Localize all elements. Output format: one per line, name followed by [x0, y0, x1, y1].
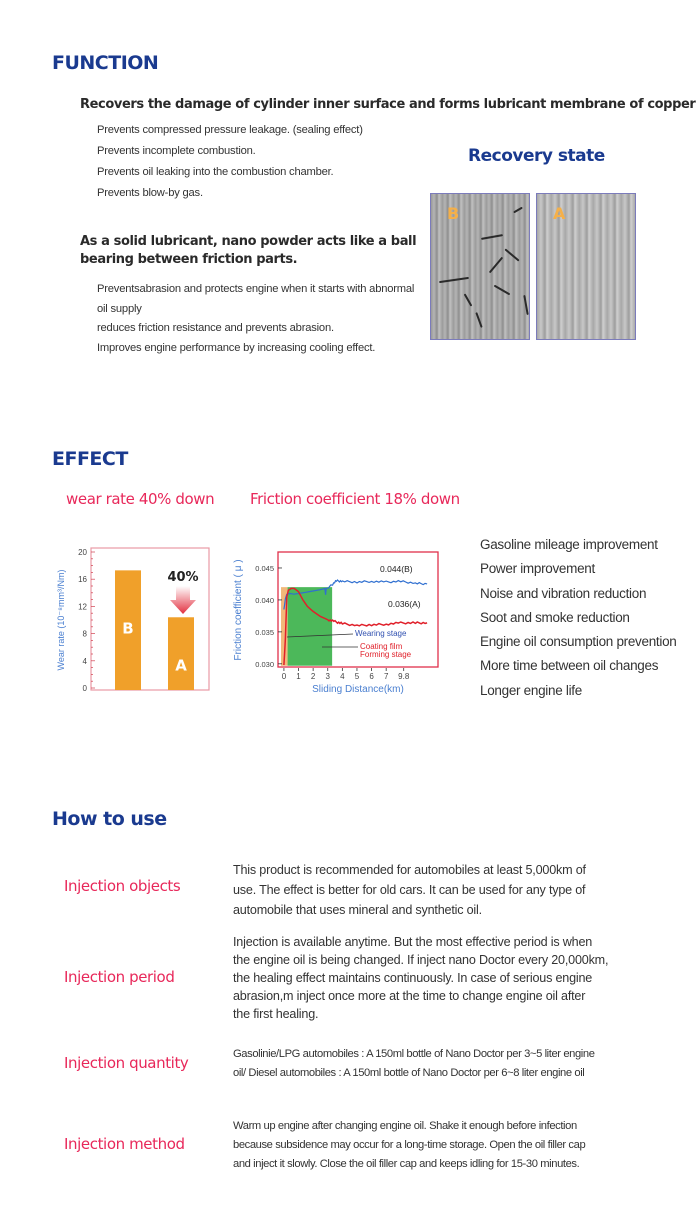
y-tick-label: 0 [82, 684, 87, 693]
y-tick-label: 0.035 [255, 627, 274, 637]
text-line: Injection is available anytime. But the most effective period is when [233, 935, 593, 949]
benefit-item: Engine oil consumption prevention [480, 634, 677, 650]
text-line: the first healing. [233, 1007, 319, 1021]
scratch-mark [489, 257, 503, 274]
recovery-state-title: Recovery state [468, 146, 605, 166]
list-item: Prevents incomplete combustion. [97, 145, 256, 157]
function-subheading-copper: Recovers the damage of cylinder inner surface and forms lubricant membrane of copper [80, 97, 696, 112]
text-line: This product is recommended for automobiles at least 5,000km of [233, 863, 586, 877]
friction-heading: Friction coefficient 18% down [250, 490, 460, 508]
micrograph-label-a: A [553, 204, 566, 223]
list-item: reduces friction resistance and prevents abrasion. [97, 322, 334, 334]
text-line: and inject it slowly. Close the oil filler cap and keeps idling for 15-30 minutes. [233, 1158, 580, 1170]
wear-rate-heading: wear rate 40% down [66, 490, 215, 508]
text-line: use. The effect is better for old cars. It can be used for any type of [233, 883, 586, 897]
injection-method-text [233, 1117, 683, 1174]
forming-stage-label: Forming stage [360, 650, 412, 659]
text-line: the engine oil is being changed. If inject nano Doctor every 20,000km, [233, 953, 609, 967]
x-tick-label: 6 [369, 672, 374, 681]
bar-a [168, 617, 194, 690]
list-item: Preventsabrasion and protects engine when it starts with abnormal oil supply [97, 283, 415, 315]
x-tick-label: 5 [354, 672, 360, 681]
scratch-mark [481, 234, 503, 240]
text-line: automobile that uses mineral and synthetic oil. [233, 903, 482, 917]
text-line: Warm up engine after changing engine oil. Shake it enough before infection [233, 1120, 577, 1132]
region-coating-stage [288, 587, 333, 666]
injection-objects-label: Injection objects [64, 877, 181, 895]
coating-film-label: Coating film [360, 642, 403, 651]
x-tick-label: 4 [340, 672, 345, 681]
list-item: Prevents oil leaking into the combustion chamber. [97, 166, 334, 178]
reduction-annotation: 40% [167, 570, 199, 585]
effect-section-title: EFFECT [52, 448, 128, 470]
scratch-mark [523, 295, 528, 315]
text-line: Gasolinie/LPG automobiles : A 150ml bottle of Nano Doctor per 3~5 liter engine [233, 1048, 595, 1060]
benefit-item: Gasoline mileage improvement [480, 537, 658, 552]
list-item: Prevents compressed pressure leakage. (sealing effect) [97, 124, 363, 136]
x-tick-label: 0 [281, 672, 287, 681]
benefit-item: Power improvement [480, 561, 595, 577]
wearing-stage-label: Wearing stage [355, 629, 407, 638]
scratch-mark [513, 207, 523, 214]
y-tick-label: 20 [78, 548, 87, 557]
friction-coefficient-line-chart [225, 540, 465, 700]
how-to-use-section-title: How to use [52, 808, 167, 830]
scratch-mark [504, 248, 519, 261]
bar-label: A [175, 656, 187, 675]
x-tick-label: 9.8 [398, 672, 410, 681]
injection-quantity-label: Injection quantity [64, 1054, 189, 1072]
micrograph-label-b: B [447, 204, 460, 223]
injection-period-text [233, 933, 683, 1023]
y-axis-label: Wear rate (10⁻⁸mm³/Nm) [56, 569, 66, 671]
injection-objects-text [233, 860, 683, 920]
function-list-sealing [97, 120, 363, 204]
wear-rate-bar-chart [50, 540, 215, 700]
y-tick-label: 0.040 [255, 595, 274, 605]
injection-quantity-text [233, 1045, 683, 1083]
function-section-title: FUNCTION [52, 52, 159, 74]
text-line: oil/ Diesel automobiles : A 150ml bottle of Nano Doctor per 6~8 liter engine oil [233, 1067, 585, 1079]
x-tick-label: 1 [296, 672, 301, 681]
y-tick-label: 0.030 [255, 659, 274, 669]
y-tick-label: 4 [82, 656, 87, 666]
scratch-mark [439, 277, 469, 283]
series-a-label: 0.036(A) [388, 599, 421, 609]
function-subheading-lubricant: As a solid lubricant, nano powder acts like a ball bearing between friction parts. [80, 234, 417, 267]
benefit-item: Soot and smoke reduction [480, 609, 630, 625]
text-line: because subsidence may occur for a long-time storage. Open the oil filler cap [233, 1139, 586, 1151]
scratch-mark [475, 312, 482, 328]
list-item: Prevents blow-by gas. [97, 187, 203, 199]
y-tick-label: 12 [78, 602, 87, 612]
x-tick-label: 2 [310, 672, 316, 681]
x-tick-label: 3 [325, 672, 330, 681]
list-item: Improves engine performance by increasing cooling effect. [97, 341, 376, 354]
bar-label: B [122, 619, 134, 638]
injection-period-label: Injection period [64, 968, 175, 986]
x-axis-label: Sliding Distance(km) [312, 684, 404, 695]
y-axis-label: Friction coefficient ( μ ) [233, 559, 244, 661]
y-tick-label: 16 [78, 575, 87, 585]
benefit-item: Longer engine life [480, 682, 582, 698]
benefit-item: More time between oil changes [480, 658, 659, 674]
scratch-mark [494, 285, 511, 296]
x-tick-label: 7 [383, 672, 389, 681]
benefit-item: Noise and vibration reduction [480, 585, 647, 601]
scratch-mark [464, 293, 473, 306]
text-line: the healing effect maintains continuously. In case of serious engine [233, 971, 593, 985]
y-tick-label: 0.045 [255, 563, 274, 573]
micrograph-before-image [430, 193, 530, 340]
text-line: abrasion,m inject once more at the time to change engine oil after [233, 989, 586, 1003]
injection-method-label: Injection method [64, 1135, 185, 1153]
benefits-list [480, 533, 676, 703]
function-list-lubricant [97, 280, 427, 358]
y-tick-label: 8 [82, 629, 87, 639]
micrograph-after-image [536, 193, 636, 340]
series-b-label: 0.044(B) [380, 564, 413, 574]
